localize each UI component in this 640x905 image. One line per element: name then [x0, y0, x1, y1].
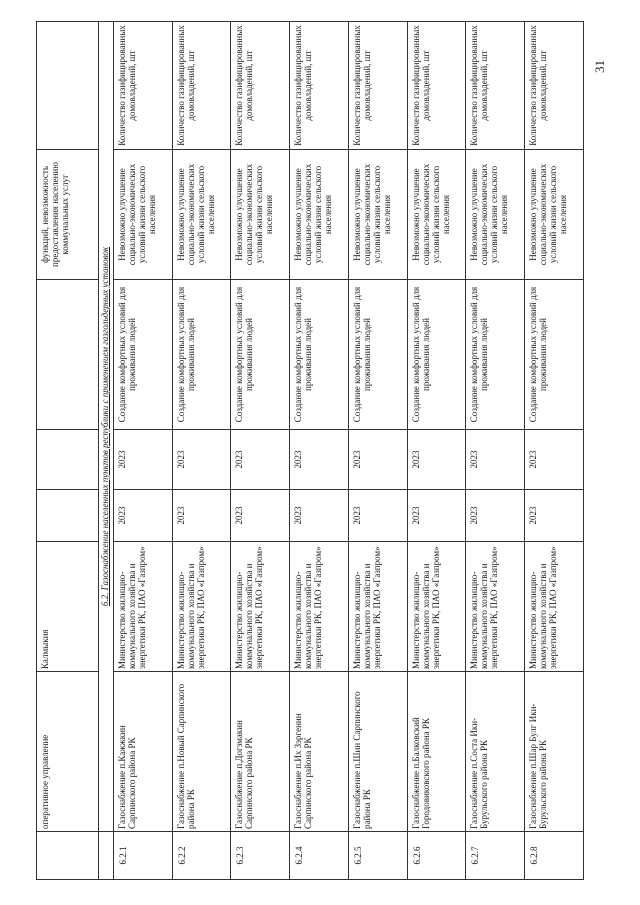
table-row — [231, 22, 290, 880]
table-row — [113, 22, 172, 880]
row-number: 6.2.1 — [113, 832, 172, 880]
row-consequence: Невозможно улучшение социально-экономических условий жизни сельского населения — [466, 150, 525, 280]
row-end-year: 2023 — [407, 430, 466, 490]
header-cell-result — [37, 280, 99, 430]
row-consequence: Невозможно улучшение социально-экономических условий жизни сельского населения — [525, 150, 584, 280]
header-cell-consequence: функций, невозможность предоставления населению коммунальных услуг — [37, 150, 99, 280]
table-header-row — [37, 22, 99, 880]
row-start-year: 2023 — [348, 490, 407, 542]
table-row — [466, 22, 525, 880]
row-consequence: Невозможно улучшение социально-экономических условий жизни сельского населения — [348, 150, 407, 280]
header-cell-num — [37, 832, 99, 880]
row-event-name: Газоснабжение п.Новый Сарпинского района РК — [172, 672, 231, 832]
row-indicator: Количество газифицированных домовладений, шт — [466, 22, 525, 150]
row-consequence: Невозможно улучшение социально-экономических условий жизни сельского населения — [172, 150, 231, 280]
row-start-year: 2023 — [290, 490, 349, 542]
row-end-year: 2023 — [466, 430, 525, 490]
row-indicator: Количество газифицированных домовладений, шт — [348, 22, 407, 150]
row-event-name: Газоснабжение п.Соста Ики-Бурульского района РК — [466, 672, 525, 832]
row-consequence: Невозможно улучшение социально-экономических условий жизни сельского населения — [113, 150, 172, 280]
section-title: 6.2. Газоснабжение населенных пунктов республики с применением газгольдерных установок — [98, 22, 113, 832]
row-event-name: Газоснабжение п.Кажжкин Сарпинского района РК — [113, 672, 172, 832]
table-row — [407, 22, 466, 880]
row-responsible: Министерство жилищно-коммунального хозяйства и энергетики РК, ПАО «Газпром» — [348, 542, 407, 672]
row-indicator: Количество газифицированных домовладений, шт — [290, 22, 349, 150]
row-number: 6.2.6 — [407, 832, 466, 880]
row-responsible: Министерство жилищно-коммунального хозяйства и энергетики РК, ПАО «Газпром» — [407, 542, 466, 672]
row-indicator: Количество газифицированных домовладений, шт — [231, 22, 290, 150]
row-event-name: Газоснабжение п.Шар Булг Ики-Бурульского района РК — [525, 672, 584, 832]
row-number: 6.2.4 — [290, 832, 349, 880]
row-number: 6.2.7 — [466, 832, 525, 880]
row-expected-result: Создание комфортных условий для проживания людей — [113, 280, 172, 430]
row-indicator: Количество газифицированных домовладений, шт — [172, 22, 231, 150]
row-responsible: Министерство жилищно-коммунального хозяйства и энергетики РК, ПАО «Газпром» — [172, 542, 231, 672]
row-expected-result: Создание комфортных условий для проживания людей — [231, 280, 290, 430]
header-cell-responsible: Калмыкия — [37, 542, 99, 672]
row-consequence: Невозможно улучшение социально-экономических условий жизни сельского населения — [290, 150, 349, 280]
row-indicator: Количество газифицированных домовладений, шт — [525, 22, 584, 150]
row-responsible: Министерство жилищно-коммунального хозяйства и энергетики РК, ПАО «Газпром» — [466, 542, 525, 672]
row-event-name: Газоснабжение п.Их Зэргенин Сарпинского района РК — [290, 672, 349, 832]
row-start-year: 2023 — [466, 490, 525, 542]
row-end-year: 2023 — [113, 430, 172, 490]
header-cell-end — [37, 430, 99, 490]
row-consequence: Невозможно улучшение социально-экономических условий жизни сельского населения — [407, 150, 466, 280]
row-start-year: 2023 — [407, 490, 466, 542]
row-start-year: 2023 — [231, 490, 290, 542]
row-end-year: 2023 — [348, 430, 407, 490]
row-responsible: Министерство жилищно-коммунального хозяйства и энергетики РК, ПАО «Газпром» — [113, 542, 172, 672]
row-number: 6.2.5 — [348, 832, 407, 880]
section-num-cell — [98, 832, 113, 880]
table-row — [290, 22, 349, 880]
row-indicator: Количество газифицированных домовладений, шт — [113, 22, 172, 150]
section-row — [98, 22, 113, 880]
row-event-name: Газоснабжение п.Шин Сарпинского района РК — [348, 672, 407, 832]
row-expected-result: Создание комфортных условий для проживания людей — [172, 280, 231, 430]
row-end-year: 2023 — [172, 430, 231, 490]
header-cell-start — [37, 490, 99, 542]
row-indicator: Количество газифицированных домовладений, шт — [407, 22, 466, 150]
row-number: 6.2.3 — [231, 832, 290, 880]
row-start-year: 2023 — [172, 490, 231, 542]
header-cell-indicator — [37, 22, 99, 150]
row-expected-result: Создание комфортных условий для проживания людей — [290, 280, 349, 430]
row-expected-result: Создание комфортных условий для проживания людей — [466, 280, 525, 430]
row-responsible: Министерство жилищно-коммунального хозяйства и энергетики РК, ПАО «Газпром» — [231, 542, 290, 672]
program-table — [36, 21, 584, 880]
header-cell-name: оперативное управление — [37, 672, 99, 832]
table-row — [348, 22, 407, 880]
page-number: 31 — [592, 60, 607, 73]
table-row — [525, 22, 584, 880]
row-event-name: Газоснабжение п.Балковский Городовиковского района РК — [407, 672, 466, 832]
row-start-year: 2023 — [113, 490, 172, 542]
row-end-year: 2023 — [525, 430, 584, 490]
table-row — [172, 22, 231, 880]
row-number: 6.2.2 — [172, 832, 231, 880]
row-responsible: Министерство жилищно-коммунального хозяйства и энергетики РК, ПАО «Газпром» — [525, 542, 584, 672]
row-end-year: 2023 — [231, 430, 290, 490]
row-responsible: Министерство жилищно-коммунального хозяйства и энергетики РК, ПАО «Газпром» — [290, 542, 349, 672]
row-start-year: 2023 — [525, 490, 584, 542]
row-number: 6.2.8 — [525, 832, 584, 880]
row-consequence: Невозможно улучшение социально-экономических условий жизни сельского населения — [231, 150, 290, 280]
row-expected-result: Создание комфортных условий для проживания людей — [407, 280, 466, 430]
row-event-name: Газоснабжение п.Догзмакин Сарпинского района РК — [231, 672, 290, 832]
row-end-year: 2023 — [290, 430, 349, 490]
row-expected-result: Создание комфортных условий для проживания людей — [348, 280, 407, 430]
row-expected-result: Создание комфортных условий для проживания людей — [525, 280, 584, 430]
